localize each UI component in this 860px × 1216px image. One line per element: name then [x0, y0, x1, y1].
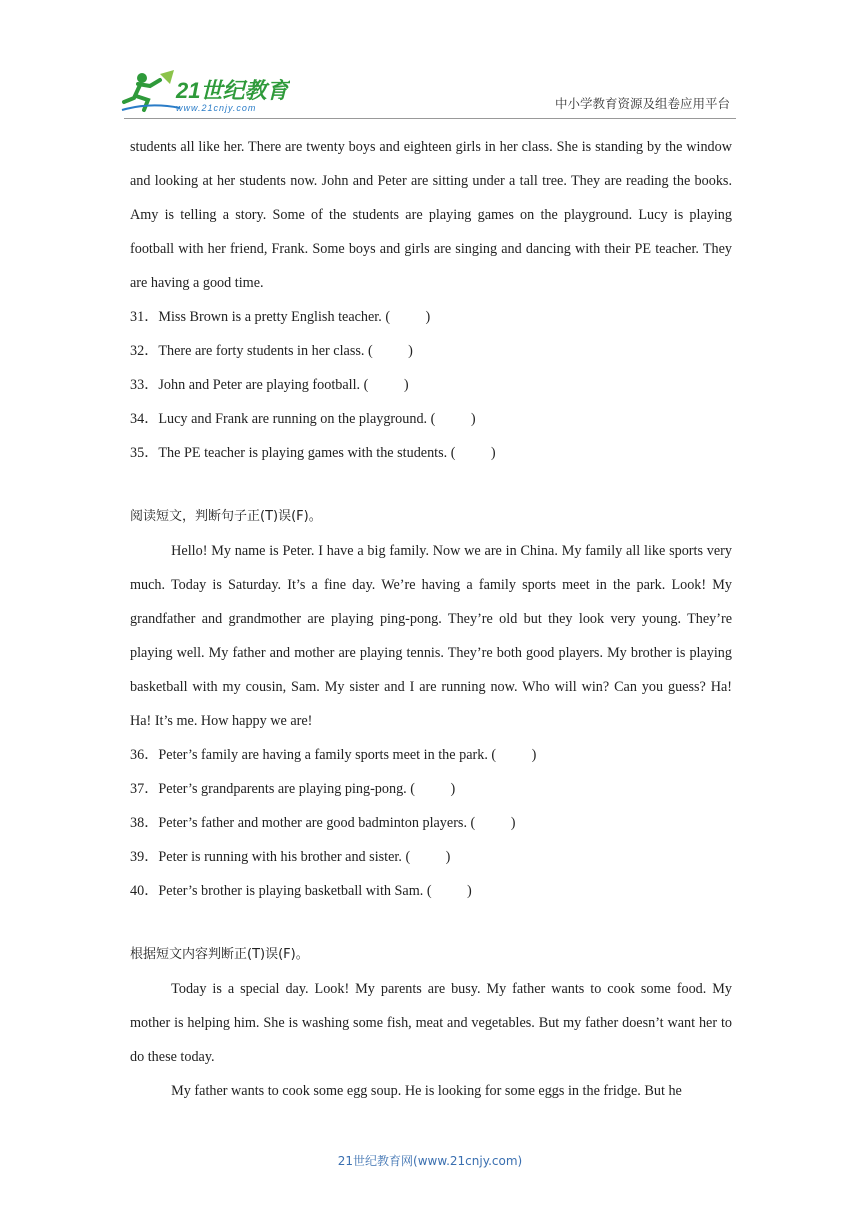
question-39: 39．Peter is running with his brother and sister. ( ): [130, 849, 451, 865]
question-32: 32．There are forty students in her class. ( ): [130, 343, 413, 359]
platform-name: 中小学教育资源及组卷应用平台: [554, 96, 730, 111]
passage2-paragraph: Hello! My name is Peter. I have a big family. Now we are in China. My family all like sports very much. Today is Saturday. It’s a fine day. We’re having a family sports meet in the park. Look! My grandfather and grandmother are playing ping-pong. They’re old but they look very young. They’re playing well. My father and mother are playing tennis. They’re both good players. My brother is playing basketball with my cousin, Sam. My sister and I are running now. Who will win? Can you guess? Ha! Ha! It’s me. How happy we are!: [130, 543, 732, 729]
header-divider: [124, 118, 736, 119]
question-35: 35．The PE teacher is playing games with the students. ( ): [130, 445, 496, 461]
page-footer: 21世纪教育网(www.21cnjy.com): [337, 1154, 523, 1168]
page-header: [0, 0, 860, 126]
section-gap: [130, 470, 732, 500]
question-37: 37．Peter’s grandparents are playing ping-pong. ( ): [130, 781, 456, 797]
question-33: 33．John and Peter are playing football. ( ): [130, 377, 409, 393]
question-31: 31．Miss Brown is a pretty English teacher. ( ): [130, 309, 431, 325]
question-38: 38．Peter’s father and mother are good badminton players. ( ): [130, 815, 516, 831]
passage3-paragraph-2: My father wants to cook some egg soup. He is looking for some eggs in the fridge. But he: [171, 1083, 682, 1099]
question-40: 40．Peter’s brother is playing basketball with Sam. ( ): [130, 883, 472, 899]
passage2-instruction: 阅读短文，判断句子正(T)误(F)。: [130, 509, 322, 524]
section-gap: [130, 908, 732, 938]
runner-logo-icon: [120, 66, 290, 116]
question-36: 36．Peter’s family are having a family sports meet in the park. ( ): [130, 747, 537, 763]
document-body: [130, 130, 732, 1108]
passage3-instruction: 根据短文内容判断正(T)误(F)。: [130, 947, 309, 962]
passage1-paragraph: students all like her. There are twenty boys and eighteen girls in her class. She is standing by the window and looking at her students now. John and Peter are sitting under a tall tree. They are reading the books. Amy is telling a story. Some of the students are playing games on the playground. Lucy is playing football with her friend, Frank. Some boys and girls are singing and dancing with their PE teacher. They are having a good time.: [130, 139, 732, 291]
passage3-paragraph-1: Today is a special day. Look! My parents are busy. My father wants to cook some food. My mother is helping him. She is washing some fish, meat and vegetables. But my father doesn’t want her to do these today.: [130, 981, 732, 1065]
site-logo: [120, 66, 290, 116]
question-34: 34．Lucy and Frank are running on the playground. ( ): [130, 411, 476, 427]
logo-url: www.21cnjy.com: [176, 103, 257, 113]
logo-text: 21世纪教育: [176, 78, 289, 103]
